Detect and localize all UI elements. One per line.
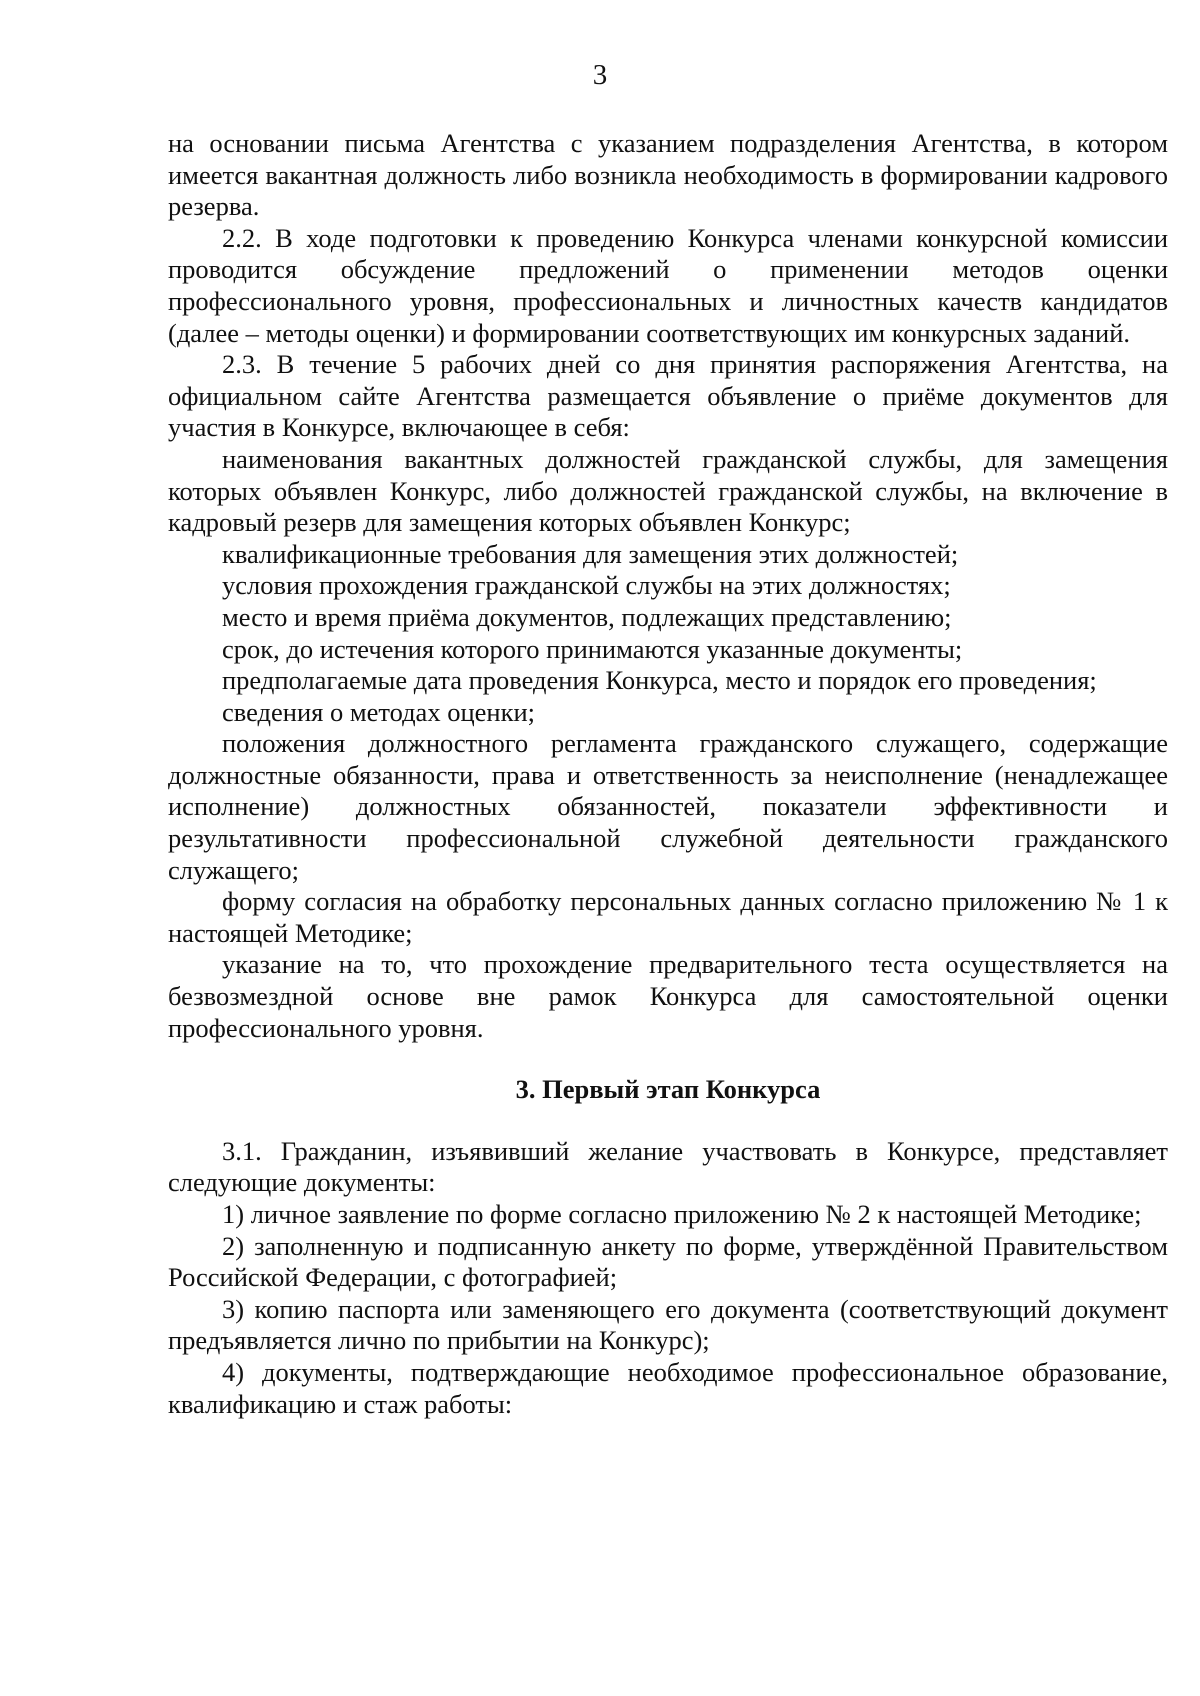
list-item: 2) заполненную и подписанную анкету по форме, утверждённой Правительством Российской Федерации, с фотографией; — [168, 1230, 1168, 1293]
list-item: указание на то, что прохождение предварительного теста осуществляется на безвозмездной основе вне рамок Конкурса для самостоятельной оценки профессионального уровня. — [168, 949, 1168, 1043]
list-item: форму согласия на обработку персональных данных согласно приложению № 1 к настоящей Методике; — [168, 886, 1168, 948]
page-number: 3 — [592, 59, 608, 91]
list-item: место и время приёма документов, подлежащих представлению; — [222, 601, 952, 632]
list-item: условия прохождения гражданской службы на этих должностях; — [222, 570, 951, 601]
list-item: 3) копию паспорта или заменяющего его документа (соответствующий документ предъявляется лично по прибытии на Конкурс); — [168, 1293, 1168, 1356]
list-item: положения должностного регламента гражданского служащего, содержащие должностные обязанности, права и ответственность за неисполнение (ненадлежащее исполнение) должностных обязанностей, показатели эффективности и результативности профессиональной служебной деятельности гражданского служащего; — [168, 728, 1168, 885]
paragraph-3-1: 3.1. Гражданин, изъявивший желание участвовать в Конкурсе, представляет следующие документы: — [168, 1135, 1168, 1198]
document-body — [168, 128, 1168, 1420]
list-item: 1) личное заявление по форме согласно приложению № 2 к настоящей Методике; — [222, 1199, 1142, 1229]
list-item: предполагаемые дата проведения Конкурса, место и порядок его проведения; — [222, 665, 1097, 696]
list-item: квалификационные требования для замещения этих должностей; — [222, 538, 959, 569]
list-item: 4) документы, подтверждающие необходимое профессиональное образование, квалификацию и стаж работы: — [168, 1356, 1168, 1419]
list-item: сведения о методах оценки; — [222, 696, 535, 727]
list-item: срок, до истечения которого принимаются указанные документы; — [222, 633, 963, 664]
paragraph-2-3: 2.3. В течение 5 рабочих дней со дня принятия распоряжения Агентства, на официальном сайте Агентства размещается объявление о приёме документов для участия в Конкурсе, включающее в себя: — [168, 349, 1168, 443]
paragraph-2-2: 2.2. В ходе подготовки к проведению Конкурса членами конкурсной комиссии проводится обсуждение предложений о применении методов оценки профессионального уровня, профессиональных и личностных качеств кандидатов (далее – методы оценки) и формировании соответствующих им конкурсных заданий. — [168, 222, 1168, 348]
section-title: 3. Первый этап Конкурса — [515, 1074, 821, 1105]
paragraph: на основании письма Агентства с указанием подразделения Агентства, в котором имеется вакантная должность либо возникла необходимость в формировании кадрового резерва. — [168, 128, 1168, 222]
list-item: наименования вакантных должностей гражданской службы, для замещения которых объявлен Конкурс, либо должностей гражданской службы, на включение в кадровый резерв для замещения которых объявлен Конкурс; — [168, 443, 1168, 538]
